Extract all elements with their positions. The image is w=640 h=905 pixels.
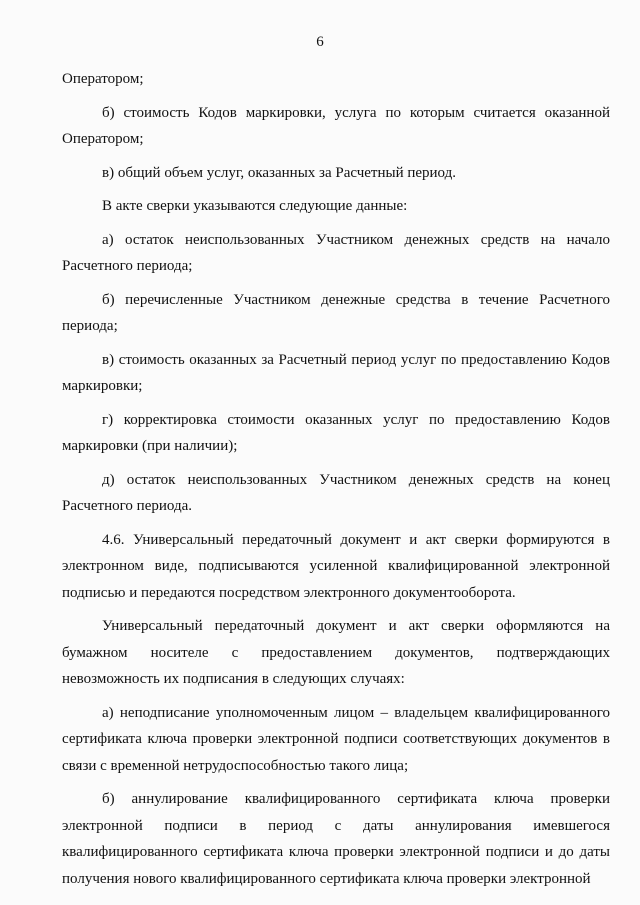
- page-number: 6: [316, 34, 324, 50]
- paragraph-reconciliation-intro: В акте сверки указываются следующие данные:: [102, 198, 408, 214]
- paragraph-item-v-total: в) общий объем услуг, оказанных за Расчетный период.: [102, 164, 457, 181]
- document-body: [62, 66, 610, 899]
- paragraph-item-d-balance-end: д) остаток неиспользованных Участником денежных средств на конец Расчетного периода.: [62, 471, 610, 514]
- paragraph-item-b-cost: б) стоимость Кодов маркировки, услуга по которым считается оказанной Оператором;: [62, 104, 610, 147]
- paragraph-case-a: а) неподписание уполномоченным лицом – владельцем квалифицированного сертификата ключа проверки электронной подписи соответствующих документов в связи с временной нетрудоспособностью такого лица;: [62, 704, 610, 774]
- paragraph-item-g-adjustment: г) корректировка стоимости оказанных услуг по предоставлению Кодов маркировки (при наличии);: [62, 411, 610, 454]
- paragraph-case-b: б) аннулирование квалифицированного сертификата ключа проверки электронной подписи в период с даты аннулирования имевшегося квалифицированного сертификата ключа проверки электронной подписи и до даты получения нового квалифицированного сертификата ключа проверки электронной: [62, 791, 610, 887]
- paragraph-item-b-transferred: б) перечисленные Участником денежные средства в течение Расчетного периода;: [62, 291, 610, 334]
- paragraph-paper-form: Универсальный передаточный документ и акт сверки оформляются на бумажном носителе с предоставлением документов, подтверждающих невозможность их подписания в следующих случаях:: [62, 618, 610, 687]
- paragraph-clause-4-6: 4.6. Универсальный передаточный документ и акт сверки формируются в электронном виде, подписываются усиленной квалифицированной электронной подписью и передаются посредством электронного документооборота.: [62, 531, 610, 601]
- paragraph-item-a-balance-start: а) остаток неиспользованных Участником денежных средств на начало Расчетного периода;: [62, 231, 610, 274]
- paragraph-item-v-services-cost: в) стоимость оказанных за Расчетный период услуг по предоставлению Кодов маркировки;: [62, 351, 610, 394]
- paragraph-operator-end: Оператором;: [62, 71, 144, 87]
